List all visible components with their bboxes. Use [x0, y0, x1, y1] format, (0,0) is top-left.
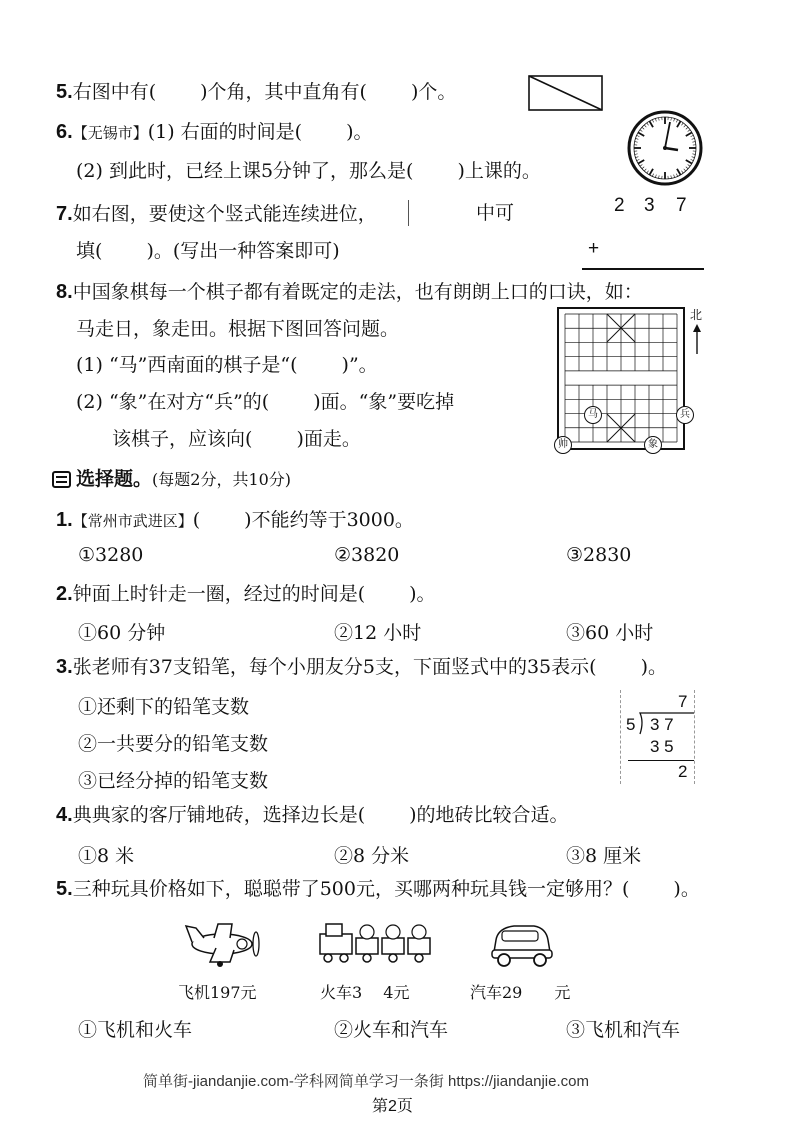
- option-c[interactable]: ③已经分掉的铅笔支数: [78, 770, 269, 792]
- fill-q8-sub3: 该棋子，应该向( )面走。: [112, 428, 361, 450]
- dividend: 3 7: [650, 715, 674, 734]
- question-text: 中国象棋每一个棋子都有着既定的走法，也有朗朗上口的口诀，如：: [72, 281, 643, 303]
- question-number: 5.: [56, 878, 73, 900]
- question-text: 钟面上时针走一圈，经过的时间是( )。: [72, 583, 436, 605]
- sum-line: [582, 268, 704, 270]
- long-division: [620, 690, 696, 786]
- choice-q2: [56, 582, 436, 606]
- option-b[interactable]: ②8 分米: [334, 845, 410, 867]
- question-text: 典典家的客厅铺地砖，选择边长是( )的地砖比较合适。: [72, 804, 569, 826]
- question-number: 6.: [56, 121, 73, 143]
- choice-q5: [56, 877, 700, 901]
- piece-soldier: 兵: [676, 406, 694, 424]
- choice-q1: [56, 508, 414, 532]
- car-toy-icon: [488, 922, 554, 968]
- piece-horse: 马: [584, 406, 602, 424]
- plus-sign: +: [588, 238, 600, 259]
- north-arrow-icon: [692, 324, 702, 354]
- product: 3 5: [650, 737, 674, 756]
- fill-q8-sub2: (2) “象”在对方“兵”的( )面。“象”要吃掉: [76, 391, 455, 413]
- remainder: 2: [678, 762, 688, 781]
- option-c[interactable]: ③8 厘米: [566, 845, 642, 867]
- question-number: 2.: [56, 583, 73, 605]
- question-part1: (1) 右面的时间是( )。: [147, 121, 373, 143]
- chess-board: [556, 306, 686, 451]
- question-number: 3.: [56, 656, 73, 678]
- fill-q7: [56, 202, 377, 226]
- option-c[interactable]: ③飞机和汽车: [566, 1019, 681, 1041]
- fill-q8: [56, 280, 643, 304]
- toy-price-airplane: 飞机197元: [178, 983, 257, 1002]
- option-a[interactable]: ①3280: [78, 544, 144, 566]
- option-c[interactable]: ③60 小时: [566, 622, 654, 644]
- page-number: 第2页: [372, 1098, 413, 1115]
- north-label: 北: [690, 308, 703, 322]
- fill-q6: [56, 120, 373, 144]
- vertical-digit-1: 2: [614, 195, 625, 216]
- rectangle-diagonal-figure: [528, 75, 604, 113]
- fill-q7-tail: 中可: [476, 202, 515, 224]
- section-title: 选择题。: [76, 469, 153, 490]
- question-text: 右图中有( )个角，其中直角有( )个。: [72, 81, 457, 103]
- clock-face: [626, 109, 704, 187]
- airplane-toy-icon: [180, 918, 270, 968]
- vertical-digit-2: 3: [644, 195, 655, 216]
- choice-q4: [56, 803, 569, 827]
- option-a[interactable]: ①60 分钟: [78, 622, 166, 644]
- question-text: 如右图，要使这个竖式能连续进位，: [72, 203, 377, 225]
- option-a[interactable]: ①8 米: [78, 845, 135, 867]
- question-number: 5.: [56, 81, 73, 103]
- question-number: 8.: [56, 281, 73, 303]
- train-toy-icon: [316, 920, 438, 966]
- answer-box-edge: [408, 200, 409, 226]
- quotient: 7: [678, 692, 688, 711]
- fill-q6-part2: (2) 到此时，已经上课5分钟了，那么是( )上课的。: [76, 160, 541, 182]
- fill-q8-sub1: (1) “马”西南面的棋子是“( )”。: [76, 354, 378, 376]
- choice-heading: [76, 468, 291, 492]
- fill-q8-line2: 马走日，象走田。根据下图回答问题。: [76, 318, 400, 340]
- section-note: (每题2分，共10分): [152, 470, 292, 489]
- option-a[interactable]: ①还剩下的铅笔支数: [78, 696, 250, 718]
- toy-price-train: 火车3 4元: [320, 983, 410, 1002]
- question-text: ( )不能约等于3000。: [192, 509, 414, 531]
- option-a[interactable]: ①飞机和火车: [78, 1019, 193, 1041]
- piece-elephant: 象: [644, 436, 662, 454]
- section-icon: [52, 471, 72, 489]
- choice-q3: [56, 655, 667, 679]
- toy-price-car: 汽车29 元: [470, 983, 571, 1002]
- option-b[interactable]: ②3820: [334, 544, 400, 566]
- fill-q7-line2: 填( )。(写出一种答案即可): [76, 240, 340, 262]
- question-number: 7.: [56, 203, 73, 225]
- question-text: 张老师有37支铅笔，每个小朋友分5支，下面竖式中的35表示( )。: [72, 656, 667, 678]
- option-b[interactable]: ②12 小时: [334, 622, 422, 644]
- piece-marshal: 帅: [554, 436, 572, 454]
- region-tag: 【无锡市】: [72, 124, 148, 142]
- option-b[interactable]: ②火车和汽车: [334, 1019, 449, 1041]
- question-text: 三种玩具价格如下，聪聪带了500元，买哪两种玩具钱一定够用？( )。: [72, 878, 700, 900]
- vertical-digit-3: 7: [676, 195, 687, 216]
- region-tag: 【常州市武进区】: [72, 512, 193, 530]
- divisor: 5: [626, 715, 636, 734]
- question-number: 1.: [56, 509, 73, 531]
- question-number: 4.: [56, 804, 73, 826]
- fill-q5: [56, 80, 456, 104]
- option-b[interactable]: ②一共要分的铅笔支数: [78, 733, 269, 755]
- footer-site-link[interactable]: 简单街-jiandanjie.com-学科网简单学习一条街 https://jiandanjie.com: [143, 1073, 589, 1090]
- option-c[interactable]: ③2830: [566, 544, 632, 566]
